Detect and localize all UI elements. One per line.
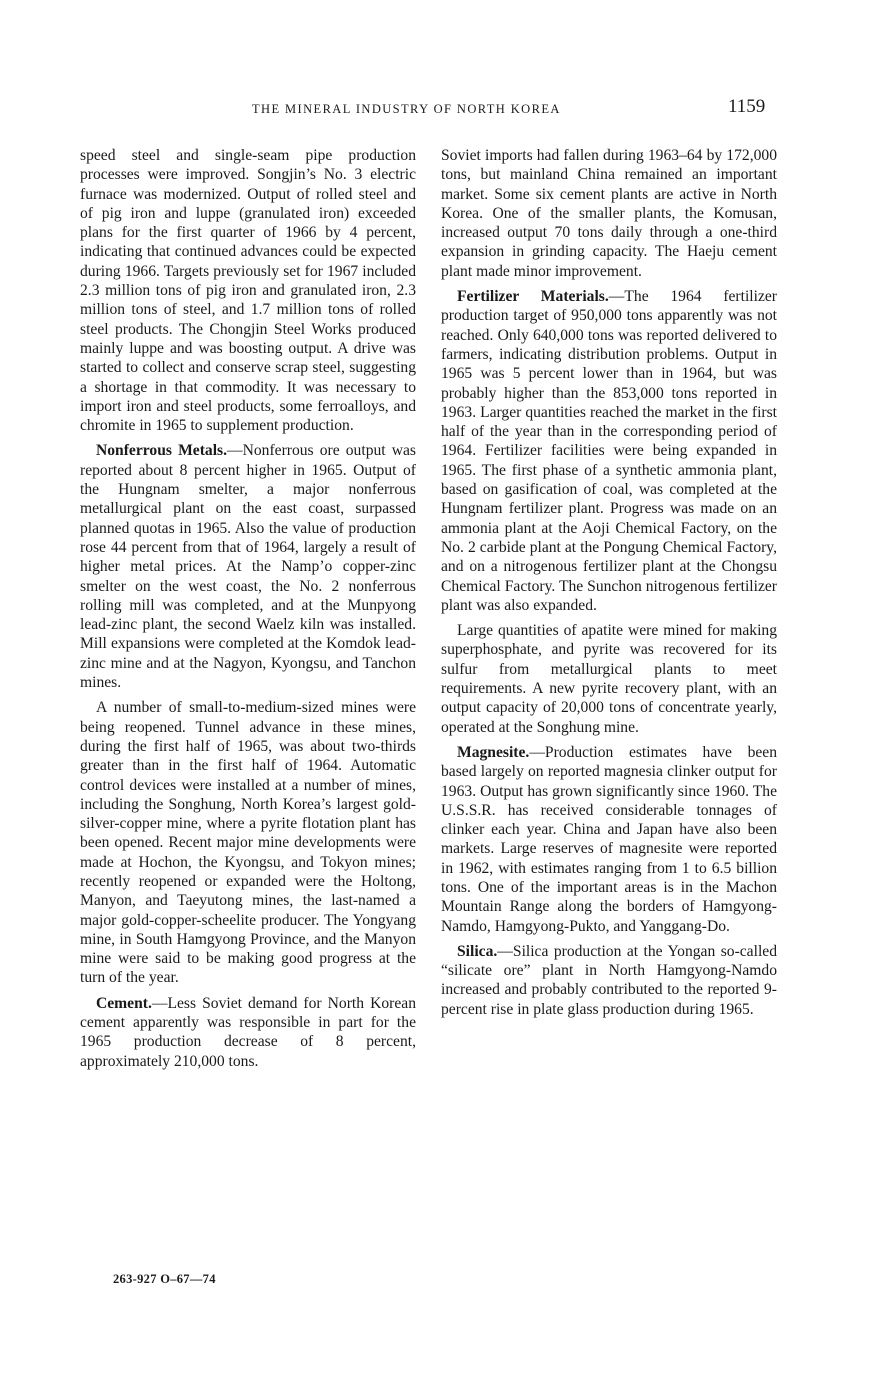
- paragraph-cement-continued: Soviet imports had fallen during 1963–64 by 172,000 tons, but mainland China remained an important market. Some six cement plants are active in North Korea. One of the smaller plants, the Komusan, increased output 70 tons daily through a one-third expansion in grinding capacity. The Haeju cement plant made minor improvement.: [441, 147, 777, 280]
- magnesite-text: —Production estimates have been based largely on reported magnesia clinker output for 1963. Output has grown significantly since 1960. The U.S.S.R. has received considerable tonnages of clinker each year. China and Japan have also been markets. Large reserves of magnesite were reported in 1962, with estimates ranging from 1 to 6.5 billion tons. One of the important areas is in the Machon Mountain Range along the borders of Hamgyong-Namdo, Hamgyong-Pukto, and Yanggang-Do.: [441, 743, 777, 935]
- paragraph-silica: [441, 942, 777, 1019]
- cement-text: —Less Soviet demand for North Korean cement apparently was responsible in part for the 1965 production decrease of 8 percent, approximately 210,000 tons.: [80, 994, 416, 1070]
- running-title: THE MINERAL INDUSTRY OF NORTH KOREA: [252, 102, 561, 116]
- print-code-footer: 263-927 O–67—74: [113, 1272, 216, 1286]
- section-heading-silica: Silica.: [457, 942, 498, 960]
- paragraph-magnesite: [441, 743, 777, 936]
- paragraph-nonferrous-metals: [80, 441, 416, 692]
- right-column: [441, 146, 777, 1025]
- nonferrous-metals-text: —Nonferrous ore output was reported about 8 percent higher in 1965. Output of the Hungnam smelter, a major nonferrous metallurgical plant on the east coast, surpassed planned quotas in 1965. Also the value of production rose 44 percent from that of 1964, largely a result of higher metal prices. At the Namp’o copper-zinc smelter on the west coast, the No. 2 nonferrous rolling mill was completed, and at the Munpyong lead-zinc plant, the second Waelz kiln was installed. Mill expansions were completed at the Komdok lead-zinc mine and at the Nagyon, Kyongsu, and Tanchon mines.: [80, 442, 416, 692]
- left-column: [80, 146, 416, 1077]
- fertilizer-materials-text: —The 1964 fertilizer production target of 950,000 tons apparently was not reached. Only 640,000 tons was reported delivered to farmers, indicating distribution problems. Output in 1965 was 5 percent lower than in 1964, but was probably higher than the 853,000 tons reported in 1963. Larger quantities reached the market in the first half of the year than in the corresponding period of 1964. Fertilizer facilities were being expanded in 1965. The first phase of a synthetic ammonia plant, based on gasification of coal, was completed at the Hungnam fertilizer plant. Progress was made on an ammonia plant at the Aoji Chemical Factory, on the No. 2 carbide plant at the Pongung Chemical Factory, and on a nitrogenous fertilizer plant at the Chongsu Chemical Factory. The Sunchon nitrogenous fertilizer plant was also expanded.: [441, 288, 777, 614]
- silica-text: —Silica production at the Yongan so-called “silicate ore” plant in North Hamgyong-Namdo increased and probably contributed to the reported 9-percent rise in plate glass production during 1965.: [441, 942, 777, 1018]
- section-heading-cement: Cement.: [96, 994, 152, 1012]
- paragraph-steel-continued: speed steel and single-seam pipe production processes were improved. Songjin’s No. 3 electric furnace was modernized. Output of rolled steel and of pig iron and luppe (granulated iron) exceeded plans for the first quarter of 1966 by 4 percent, indicating that continued advances could be expected during 1966. Targets previously set for 1967 included 2.3 million tons of pig iron and granulated iron, 2.3 million tons of steel, and 1.7 million tons of rolled steel products. The Chongjin Steel Works produced mainly luppe and was boosting output. A drive was started to collect and conserve scrap steel, suggesting a shortage in that commodity. It was necessary to import iron and steel products, some ferroalloys, and chromite in 1965 to supplement production.: [80, 147, 416, 435]
- section-heading-fertilizer-materials: Fertilizer Materials.: [457, 288, 609, 306]
- paragraph-small-mines: A number of small-to-medium-sized mines were being reopened. Tunnel advance in these mines, during the first half of 1965, was about two-thirds greater than in the first half of 1964. Automatic control devices were installed at a number of mines, including the Songhung, North Korea’s largest gold-silver-copper mine, where a pyrite flotation plant has been opened. Recent major mine developments were made at Hochon, the Kyongsu, and Tokyon mines; recently reopened or expanded were the Holtong, Manyon, and Taeyutong mines, the last-named a major gold-copper-scheelite producer. The Yongyang mine, in South Hamgyong Province, and the Manyon mine were said to be making good progress at the turn of the year.: [80, 699, 416, 987]
- running-head: [0, 96, 878, 126]
- page-number: 1159: [728, 96, 766, 117]
- paragraph-fertilizer-materials: [441, 287, 777, 615]
- section-heading-nonferrous-metals: Nonferrous Metals.: [96, 442, 227, 460]
- section-heading-magnesite: Magnesite.: [457, 743, 530, 761]
- paragraph-cement: [80, 994, 416, 1071]
- paragraph-apatite-pyrite: Large quantities of apatite were mined for making superphosphate, and pyrite was recovered for its sulfur from metallurgical plants to meet requirements. A new pyrite recovery plant, with an output capacity of 20,000 tons of concentrate yearly, operated at the Songhung mine.: [441, 622, 777, 736]
